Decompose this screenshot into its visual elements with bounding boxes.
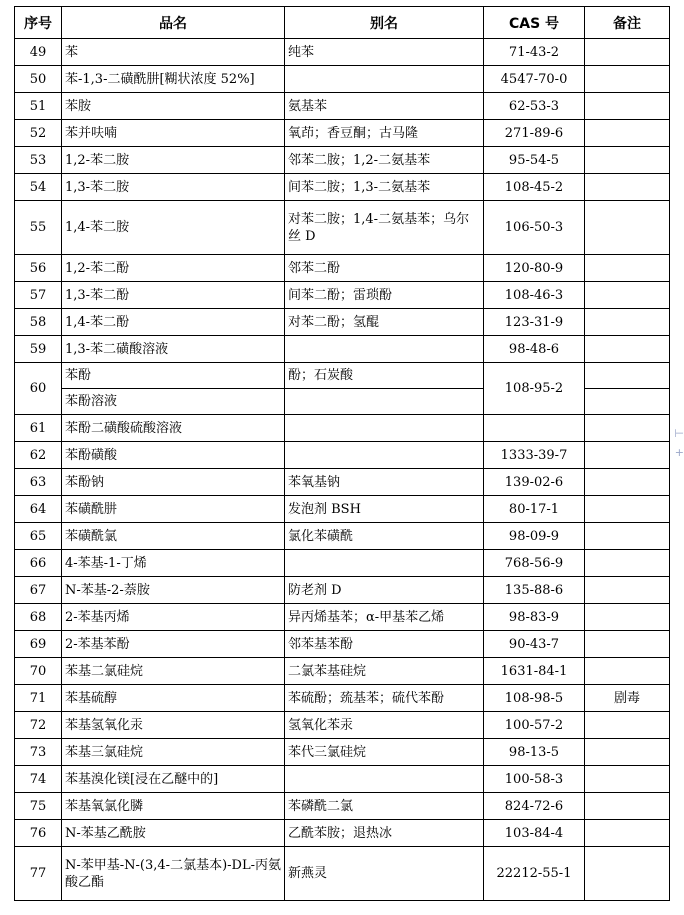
cas-number: 100-58-3 (484, 766, 585, 793)
header-alias: 别名 (285, 7, 484, 39)
row-number: 73 (15, 739, 62, 766)
cas-number: 123-31-9 (484, 309, 585, 336)
chemical-alias: 发泡剂 BSH (285, 496, 484, 523)
table-row (15, 685, 670, 712)
remark (585, 282, 670, 309)
cas-number: 62-53-3 (484, 93, 585, 120)
row-number: 49 (15, 39, 62, 66)
header-name: 品名 (62, 7, 285, 39)
page-edge-mark: ⊢ (674, 427, 684, 440)
cas-number: 71-43-2 (484, 39, 585, 66)
row-number: 75 (15, 793, 62, 820)
cas-number: 120-80-9 (484, 255, 585, 282)
chemical-name: 1,3-苯二酚 (62, 282, 285, 309)
chemical-name: 1,4-苯二胺 (62, 201, 285, 255)
row-number: 66 (15, 550, 62, 577)
remark (585, 658, 670, 685)
remark (585, 201, 670, 255)
remark (585, 415, 670, 442)
remark (585, 389, 670, 415)
table-row (15, 201, 670, 255)
chemical-name: 苯 (62, 39, 285, 66)
row-number: 74 (15, 766, 62, 793)
chemical-name: 苯基二氯硅烷 (62, 658, 285, 685)
chemical-alias: 苯磷酰二氯 (285, 793, 484, 820)
table-row (15, 93, 670, 120)
table-row (15, 39, 670, 66)
chemical-name: N-苯甲基-N-(3,4-二氯基本)-DL-丙氨酸乙酯 (62, 847, 285, 901)
cas-number (484, 415, 585, 442)
remark (585, 631, 670, 658)
cas-number: 106-50-3 (484, 201, 585, 255)
table-row (15, 120, 670, 147)
cas-number: 98-48-6 (484, 336, 585, 363)
cas-number: 108-46-3 (484, 282, 585, 309)
remark (585, 496, 670, 523)
header-cas: CAS 号 (484, 7, 585, 39)
table-row (15, 820, 670, 847)
table-row (15, 604, 670, 631)
chemical-alias: 氯化苯磺酰 (285, 523, 484, 550)
cas-number: 80-17-1 (484, 496, 585, 523)
remark (585, 363, 670, 389)
remark (585, 523, 670, 550)
row-number: 50 (15, 66, 62, 93)
table-row (15, 309, 670, 336)
table-row (15, 469, 670, 496)
table-row (15, 255, 670, 282)
table-row (15, 363, 670, 389)
remark (585, 174, 670, 201)
chemical-name: 苯酚溶液 (62, 389, 285, 415)
chemical-alias: 苯硫酚；巯基苯；硫代苯酚 (285, 685, 484, 712)
chemical-table (14, 6, 670, 901)
chemical-name: 苯酚 (62, 363, 285, 389)
table-row (15, 739, 670, 766)
chemical-alias: 酚；石炭酸 (285, 363, 484, 389)
chemical-name: 苯酚磺酸 (62, 442, 285, 469)
table-row (15, 336, 670, 363)
row-number: 67 (15, 577, 62, 604)
chemical-name: 苯酚二磺酸硫酸溶液 (62, 415, 285, 442)
remark (585, 739, 670, 766)
chemical-list-sheet (14, 6, 670, 901)
table-row (15, 415, 670, 442)
row-number: 61 (15, 415, 62, 442)
chemical-name: 1,2-苯二胺 (62, 147, 285, 174)
table-row (15, 793, 670, 820)
row-number: 54 (15, 174, 62, 201)
table-row (15, 282, 670, 309)
header-no: 序号 (15, 7, 62, 39)
row-number: 64 (15, 496, 62, 523)
remark (585, 442, 670, 469)
cas-number: 4547-70-0 (484, 66, 585, 93)
row-number: 57 (15, 282, 62, 309)
cas-number: 98-83-9 (484, 604, 585, 631)
chemical-alias: 对苯二胺；1,4-二氨基苯；乌尔丝 D (285, 201, 484, 255)
remark (585, 712, 670, 739)
header-note: 备注 (585, 7, 670, 39)
cas-number: 103-84-4 (484, 820, 585, 847)
chemical-alias (285, 550, 484, 577)
chemical-alias: 对苯二酚；氢醌 (285, 309, 484, 336)
chemical-name: 1,3-苯二磺酸溶液 (62, 336, 285, 363)
chemical-alias: 邻苯二酚 (285, 255, 484, 282)
table-row (15, 496, 670, 523)
cas-number: 22212-55-1 (484, 847, 585, 901)
row-number: 55 (15, 201, 62, 255)
row-number: 77 (15, 847, 62, 901)
row-number: 70 (15, 658, 62, 685)
remark (585, 820, 670, 847)
table-row (15, 550, 670, 577)
remark (585, 93, 670, 120)
chemical-alias: 苯氧基钠 (285, 469, 484, 496)
chemical-alias (285, 442, 484, 469)
chemical-name: 苯酚钠 (62, 469, 285, 496)
cas-number: 271-89-6 (484, 120, 585, 147)
chemical-alias: 氢氧化苯汞 (285, 712, 484, 739)
cas-number: 135-88-6 (484, 577, 585, 604)
chemical-name: 苯基氧氯化膦 (62, 793, 285, 820)
chemical-name: 4-苯基-1-丁烯 (62, 550, 285, 577)
chemical-alias: 乙酰苯胺；退热冰 (285, 820, 484, 847)
chemical-name: 苯-1,3-二磺酰肼[糊状浓度 52%] (62, 66, 285, 93)
chemical-alias (285, 389, 484, 415)
cas-number: 90-43-7 (484, 631, 585, 658)
cas-number: 98-13-5 (484, 739, 585, 766)
remark (585, 469, 670, 496)
row-number: 60 (15, 363, 62, 415)
chemical-alias: 苯代三氯硅烷 (285, 739, 484, 766)
chemical-alias (285, 336, 484, 363)
remark (585, 577, 670, 604)
page-edge-mark: + (674, 446, 684, 459)
table-row (15, 523, 670, 550)
remark (585, 66, 670, 93)
row-number: 59 (15, 336, 62, 363)
row-number: 56 (15, 255, 62, 282)
chemical-name: 苯基硫醇 (62, 685, 285, 712)
table-row (15, 442, 670, 469)
chemical-alias (285, 766, 484, 793)
chemical-name: 苯并呋喃 (62, 120, 285, 147)
cas-number: 1631-84-1 (484, 658, 585, 685)
remark (585, 847, 670, 901)
remark (585, 550, 670, 577)
row-number: 69 (15, 631, 62, 658)
row-number: 63 (15, 469, 62, 496)
cas-number: 1333-39-7 (484, 442, 585, 469)
remark (585, 39, 670, 66)
table-row (15, 174, 670, 201)
chemical-alias (285, 415, 484, 442)
chemical-alias: 异丙烯基苯；α-甲基苯乙烯 (285, 604, 484, 631)
table-row (15, 847, 670, 901)
row-number: 72 (15, 712, 62, 739)
row-number: 68 (15, 604, 62, 631)
table-row (15, 766, 670, 793)
cas-number: 824-72-6 (484, 793, 585, 820)
row-number: 71 (15, 685, 62, 712)
row-number: 52 (15, 120, 62, 147)
remark (585, 793, 670, 820)
row-number: 58 (15, 309, 62, 336)
chemical-name: N-苯基-2-萘胺 (62, 577, 285, 604)
remark (585, 120, 670, 147)
row-number: 76 (15, 820, 62, 847)
table-row (15, 631, 670, 658)
remark (585, 309, 670, 336)
remark (585, 766, 670, 793)
remark (585, 604, 670, 631)
chemical-alias: 氧茚；香豆酮；古马隆 (285, 120, 484, 147)
chemical-alias (285, 66, 484, 93)
chemical-alias: 间苯二酚；雷琐酚 (285, 282, 484, 309)
chemical-name: 1,2-苯二酚 (62, 255, 285, 282)
cas-number: 139-02-6 (484, 469, 585, 496)
chemical-alias: 新燕灵 (285, 847, 484, 901)
remark (585, 147, 670, 174)
header-row (15, 7, 670, 39)
chemical-name: 2-苯基丙烯 (62, 604, 285, 631)
chemical-name: 苯基溴化镁[浸在乙醚中的] (62, 766, 285, 793)
table-row (15, 147, 670, 174)
cas-number: 108-98-5 (484, 685, 585, 712)
chemical-name: 1,4-苯二酚 (62, 309, 285, 336)
chemical-name: 苯磺酰肼 (62, 496, 285, 523)
chemical-alias: 邻苯二胺；1,2-二氨基苯 (285, 147, 484, 174)
table-row (15, 66, 670, 93)
remark (585, 336, 670, 363)
chemical-alias: 氨基苯 (285, 93, 484, 120)
chemical-alias: 邻苯基苯酚 (285, 631, 484, 658)
cas-number: 98-09-9 (484, 523, 585, 550)
cas-number: 108-95-2 (484, 363, 585, 415)
table-body (15, 39, 670, 901)
row-number: 53 (15, 147, 62, 174)
row-number: 65 (15, 523, 62, 550)
cas-number: 108-45-2 (484, 174, 585, 201)
cas-number: 95-54-5 (484, 147, 585, 174)
chemical-alias: 防老剂 D (285, 577, 484, 604)
remark: 剧毒 (585, 685, 670, 712)
chemical-name: 苯磺酰氯 (62, 523, 285, 550)
remark (585, 255, 670, 282)
table-row (15, 658, 670, 685)
cas-number: 100-57-2 (484, 712, 585, 739)
chemical-name: 1,3-苯二胺 (62, 174, 285, 201)
chemical-alias: 间苯二胺；1,3-二氨基苯 (285, 174, 484, 201)
chemical-alias: 纯苯 (285, 39, 484, 66)
row-number: 62 (15, 442, 62, 469)
chemical-alias: 二氯苯基硅烷 (285, 658, 484, 685)
chemical-name: N-苯基乙酰胺 (62, 820, 285, 847)
chemical-name: 苯胺 (62, 93, 285, 120)
table-row (15, 712, 670, 739)
chemical-name: 苯基氢氧化汞 (62, 712, 285, 739)
row-number: 51 (15, 93, 62, 120)
table-row (15, 577, 670, 604)
chemical-name: 苯基三氯硅烷 (62, 739, 285, 766)
chemical-name: 2-苯基苯酚 (62, 631, 285, 658)
cas-number: 768-56-9 (484, 550, 585, 577)
